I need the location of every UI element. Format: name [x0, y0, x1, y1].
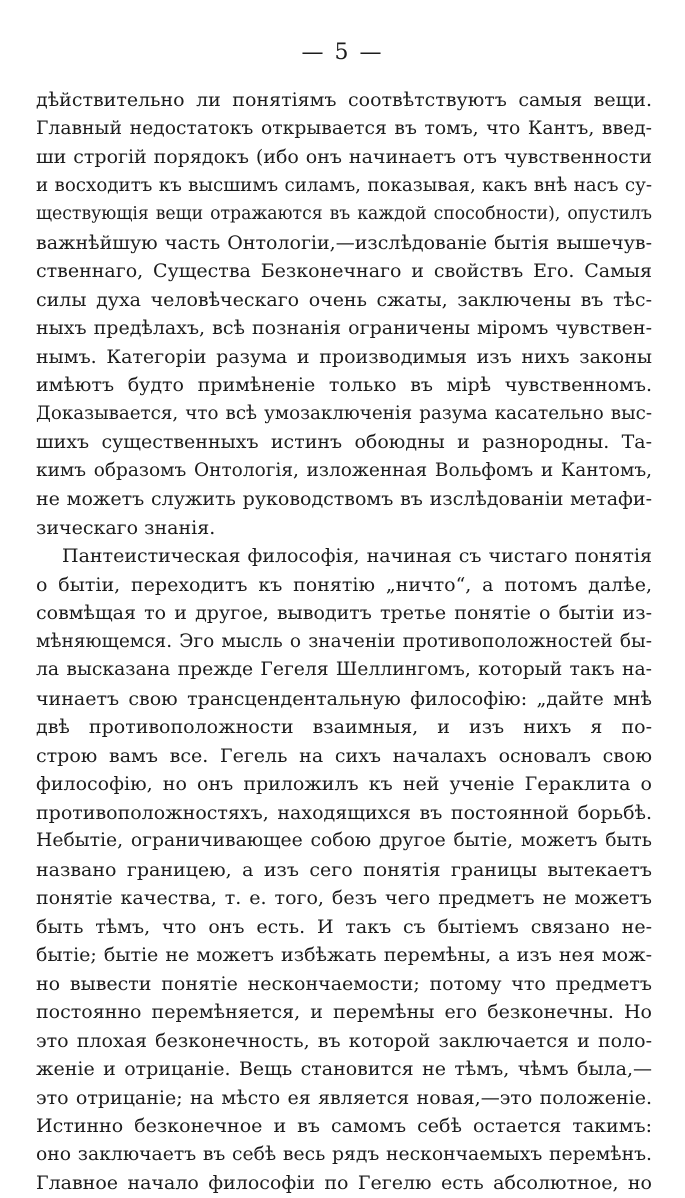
text-line: мѣняющемся. Эго мысль о значеніи противоположностей бы- [36, 630, 652, 652]
text-line: строю вамъ все. Гегель на сихъ началахъ основалъ свою [36, 744, 652, 767]
text-line: двѣ противоположности взаимныя, и изъ нихъ я по- [36, 716, 652, 738]
text-line: нымъ. Категоріи разума и производимыя изъ нихъ законы [36, 345, 652, 368]
text-line: имѣютъ будто примѣненіе только въ мірѣ чувственномъ. [36, 374, 652, 396]
text-line: шихъ существенныхъ истинъ обоюдны и разнородны. Та- [36, 431, 652, 453]
text-line: ла высказана прежде Гегеля Шеллингомъ, который такъ на- [36, 659, 652, 680]
text-line: философію, но онъ приложилъ къ ней ученіе Гераклита о [36, 773, 652, 795]
text-line: дѣйствительно ли понятіямъ соотвѣтствуютъ самыя вещи. [36, 89, 652, 111]
text-line: названо границею, а изъ сего понятія границы вытекаетъ [36, 858, 652, 881]
text-line: и восходитъ къ высшимъ силамъ, показывая, какъ внѣ насъ су- [36, 174, 652, 196]
text-line: Главный недостатокъ открывается въ томъ, что Кантъ, введ- [36, 117, 652, 139]
text-line: совмѣщая то и другое, выводитъ третье понятіе о бытіи из- [36, 602, 652, 624]
text-line: Пантеистическая философія, начиная съ чистаго понятія [62, 545, 652, 567]
text-line: Истинно безконечное и въ самомъ себѣ остается такимъ: [36, 1115, 652, 1137]
text-line: Доказывается, что всѣ умозаключенія разума касательно выс- [36, 402, 652, 424]
text-line: ши строгій порядокъ (ибо онъ начинаетъ отъ чувственности [36, 146, 652, 168]
text-line: Небытіе, ограничивающее собою другое бытіе, можетъ быть [36, 830, 652, 851]
page-number: — 5 — [301, 40, 384, 65]
text-line: важнѣйшую часть Онтологіи,—изслѣдованіе бытія вышечув- [36, 231, 652, 254]
text-line: кимъ образомъ Онтологія, изложенная Вольфомъ и Кантомъ, [36, 459, 652, 481]
text-line: о бытіи, переходитъ къ понятію „ничто“, а потомъ далѣе, [36, 573, 652, 596]
text-line: силы духа человѣческаго очень сжаты, заключены въ тѣс- [36, 288, 652, 311]
text-line: зическаго знанія. [36, 516, 216, 539]
paragraph-2 [36, 542, 652, 1198]
text-line: это плохая безконечность, въ которой заключается и поло- [36, 1029, 652, 1052]
text-line: это отрицаніе; на мѣсто ея является новая,—это положеніе. [36, 1086, 652, 1109]
text-line: чинаетъ свою трансцендентальную философію: „дайте мнѣ [36, 687, 652, 710]
paragraph-1 [36, 86, 652, 542]
text-line: ществующія вещи отражаются въ каждой способности), опустилъ [36, 204, 652, 224]
text-line: оно заключаетъ въ себѣ весь рядъ нескончаемыхъ перемѣнъ. [36, 1143, 652, 1165]
text-line: женіе и отрицаніе. Вещь становится не тѣмъ, чѣмъ была,— [36, 1058, 652, 1080]
text-line: противоположностяхъ, находящихся въ постоянной борьбѣ. [36, 801, 652, 824]
text-line: бытіе; бытіе не можетъ избѣжать перемѣны, а изъ нея мож- [36, 944, 652, 966]
body-text [36, 86, 652, 1198]
text-line: но вывести понятіе нескончаемости; потому что предметъ [36, 972, 652, 995]
text-line: ственнаго, Существа Безконечнаго и свойствъ Его. Самыя [36, 260, 652, 282]
text-line: не можетъ служить руководствомъ въ изслѣдованіи метафи- [36, 488, 652, 510]
text-line: понятіе качества, т. е. того, безъ чего предметъ не можетъ [36, 887, 652, 909]
text-line: быть тѣмъ, что онъ есть. И такъ съ бытіемъ связано не- [36, 915, 652, 938]
text-line: Главное начало философіи по Гегелю есть абсолютное, но [36, 1172, 652, 1194]
text-line: постоянно перемѣняется, и перемѣны его безконечны. Но [36, 1001, 652, 1023]
text-line: ныхъ предѣлахъ, всѣ познанія ограничены міромъ чувствен- [36, 317, 652, 339]
